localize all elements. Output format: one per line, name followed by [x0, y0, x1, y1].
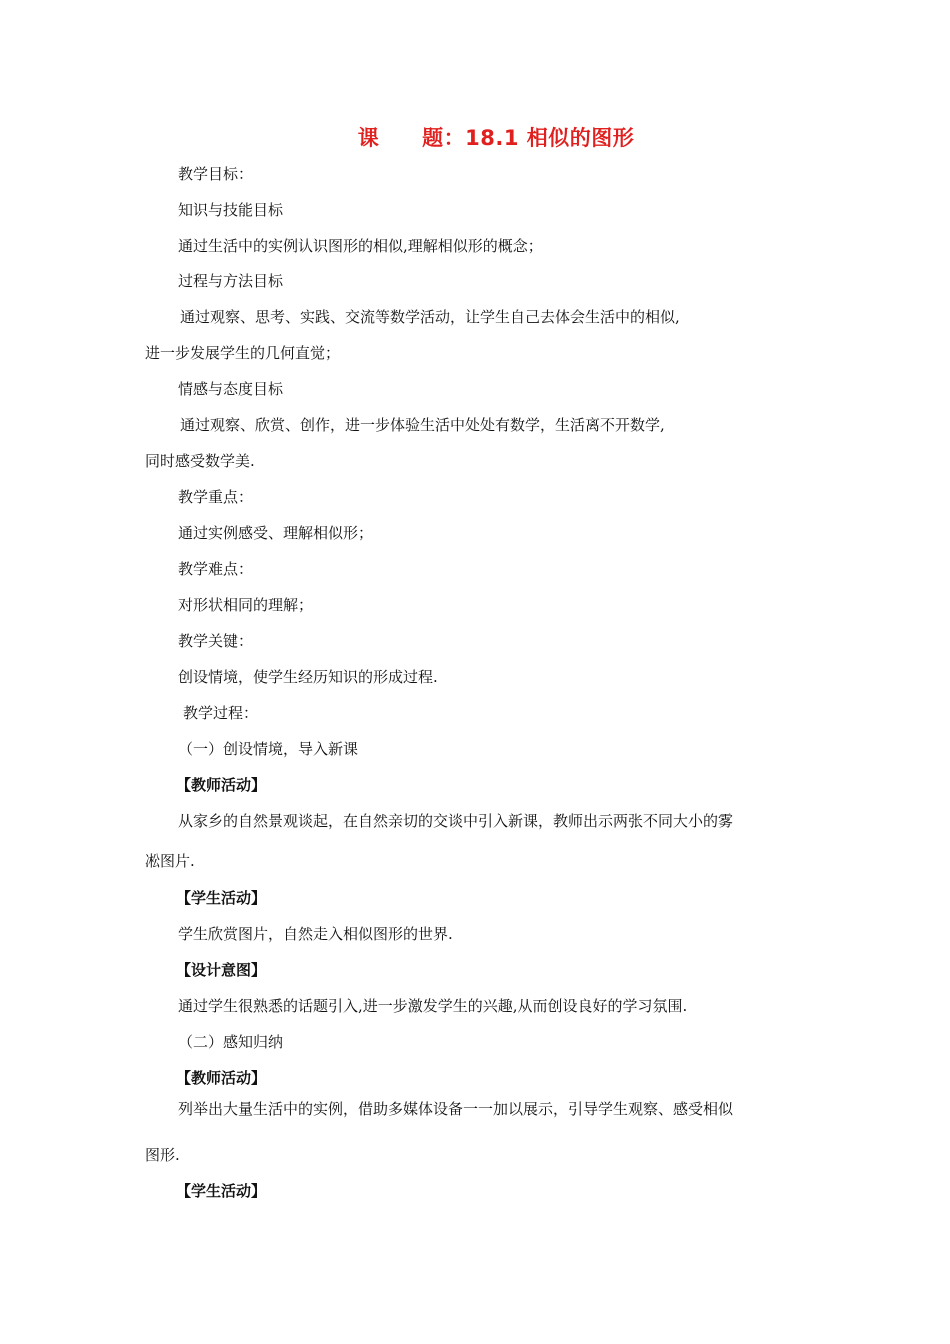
text-line: 学生欣赏图片，自然走入相似图形的世界. — [178, 925, 453, 943]
text-line: 通过实例感受、理解相似形； — [178, 524, 374, 542]
text-line: 通过观察、思考、实践、交流等数学活动，让学生自己去体会生活中的相似, — [180, 308, 680, 326]
text-line: 教学目标： — [178, 165, 254, 183]
text-line: 通过学生很熟悉的话题引入,进一步激发学生的兴趣,从而创设良好的学习氛围. — [178, 997, 688, 1015]
text-line: 知识与技能目标 — [178, 201, 284, 219]
text-line: 同时感受数学美. — [145, 452, 255, 470]
text-line: 通过生活中的实例认识图形的相似,理解相似形的概念； — [178, 237, 543, 255]
section-label: 【教师活动】 — [176, 1069, 267, 1087]
text-line: 教学难点： — [178, 560, 254, 578]
section-label: 【教师活动】 — [176, 776, 267, 794]
text-line: 过程与方法目标 — [178, 272, 284, 290]
text-line: 列举出大量生活中的实例，借助多媒体设备一一加以展示，引导学生观察、感受相似 — [178, 1100, 734, 1118]
section-label: 【学生活动】 — [176, 889, 267, 907]
text-line: 情感与态度目标 — [178, 380, 284, 398]
text-line: 教学重点： — [178, 488, 254, 506]
text-line: （一）创设情境，导入新课 — [178, 740, 359, 758]
text-line: 教学关键： — [178, 632, 254, 650]
text-line: 从家乡的自然景观谈起，在自然亲切的交谈中引入新课，教师出示两张不同大小的雾 — [178, 812, 734, 830]
text-line: 凇图片. — [145, 852, 195, 870]
text-line: 对形状相同的理解； — [178, 596, 314, 614]
section-label: 【设计意图】 — [176, 961, 267, 979]
text-line: 通过观察、欣赏、创作，进一步体验生活中处处有数学，生活离不开数学, — [180, 416, 665, 434]
section-label: 【学生活动】 — [176, 1182, 267, 1200]
text-line: 图形. — [145, 1146, 180, 1164]
lesson-title: 课 题：18.1 相似的图形 — [357, 126, 635, 150]
text-line: 教学过程： — [183, 704, 259, 722]
text-line: 进一步发展学生的几何直觉； — [145, 344, 341, 362]
text-line: （二）感知归纳 — [178, 1033, 284, 1051]
text-line: 创设情境，使学生经历知识的形成过程. — [178, 668, 438, 686]
